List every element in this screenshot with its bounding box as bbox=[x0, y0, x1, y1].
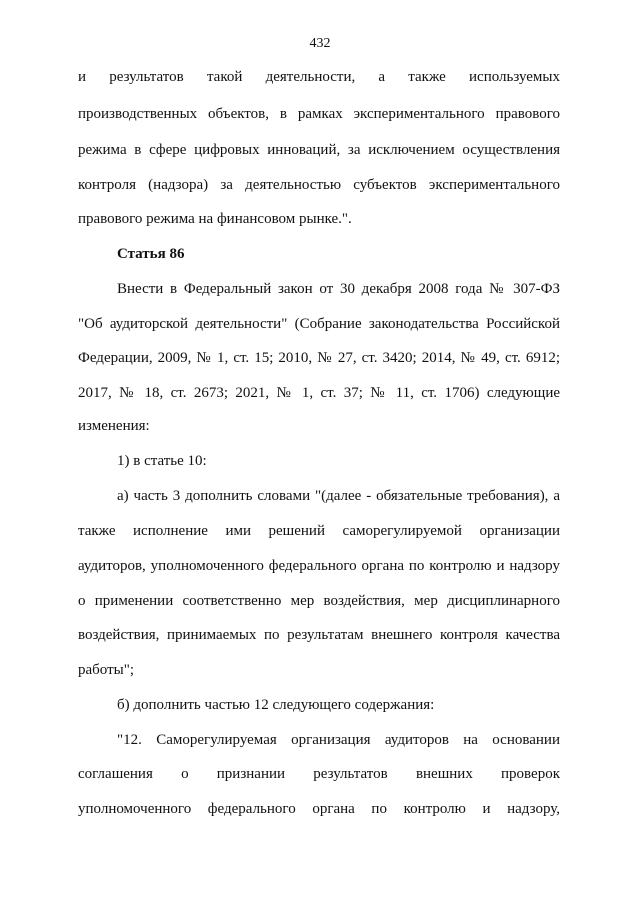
text-line: производственных объектов, в рамках экспериментального правового bbox=[78, 106, 560, 122]
text-line: работы"; bbox=[78, 662, 135, 678]
text-line: воздействия, принимаемых по результатам внешнего контроля качества bbox=[78, 627, 560, 643]
text-line: также исполнение ими решений саморегулируемой организации bbox=[78, 523, 560, 539]
text-line: Внести в Федеральный закон от 30 декабря 2008 года № 307-ФЗ bbox=[117, 281, 560, 297]
text-line: контроля (надзора) за деятельностью субъектов экспериментального bbox=[78, 177, 560, 193]
list-item: 1) в статье 10: bbox=[117, 453, 207, 469]
article-heading: Статья 86 bbox=[117, 246, 185, 262]
text-line: Федерации, 2009, № 1, ст. 15; 2010, № 27, ст. 3420; 2014, № 49, ст. 6912; bbox=[78, 350, 560, 366]
text-line: "12. Саморегулируемая организация аудиторов на основании bbox=[117, 732, 560, 748]
text-line: а) часть 3 дополнить словами "(далее - обязательные требования), а bbox=[117, 488, 560, 504]
text-line: правового режима на финансовом рынке.". bbox=[78, 211, 352, 227]
text-line: изменения: bbox=[78, 418, 150, 434]
text-line: аудиторов, уполномоченного федерального органа по контролю и надзору bbox=[78, 558, 560, 574]
text-line: уполномоченного федерального органа по контролю и надзору, bbox=[78, 801, 560, 817]
text-line: соглашения о признании результатов внешних проверок bbox=[78, 766, 560, 782]
text-line: и результатов такой деятельности, а также используемых bbox=[78, 69, 560, 85]
text-line: режима в сфере цифровых инноваций, за исключением осуществления bbox=[78, 142, 560, 158]
text-line: о применении соответственно мер воздействия, мер дисциплинарного bbox=[78, 593, 560, 609]
list-item: б) дополнить частью 12 следующего содержания: bbox=[117, 697, 435, 713]
text-line: 2017, № 18, ст. 2673; 2021, № 1, ст. 37; № 11, ст. 1706) следующие bbox=[78, 385, 560, 401]
page-number: 432 bbox=[309, 36, 331, 51]
text-line: "Об аудиторской деятельности" (Собрание законодательства Российской bbox=[78, 316, 560, 332]
